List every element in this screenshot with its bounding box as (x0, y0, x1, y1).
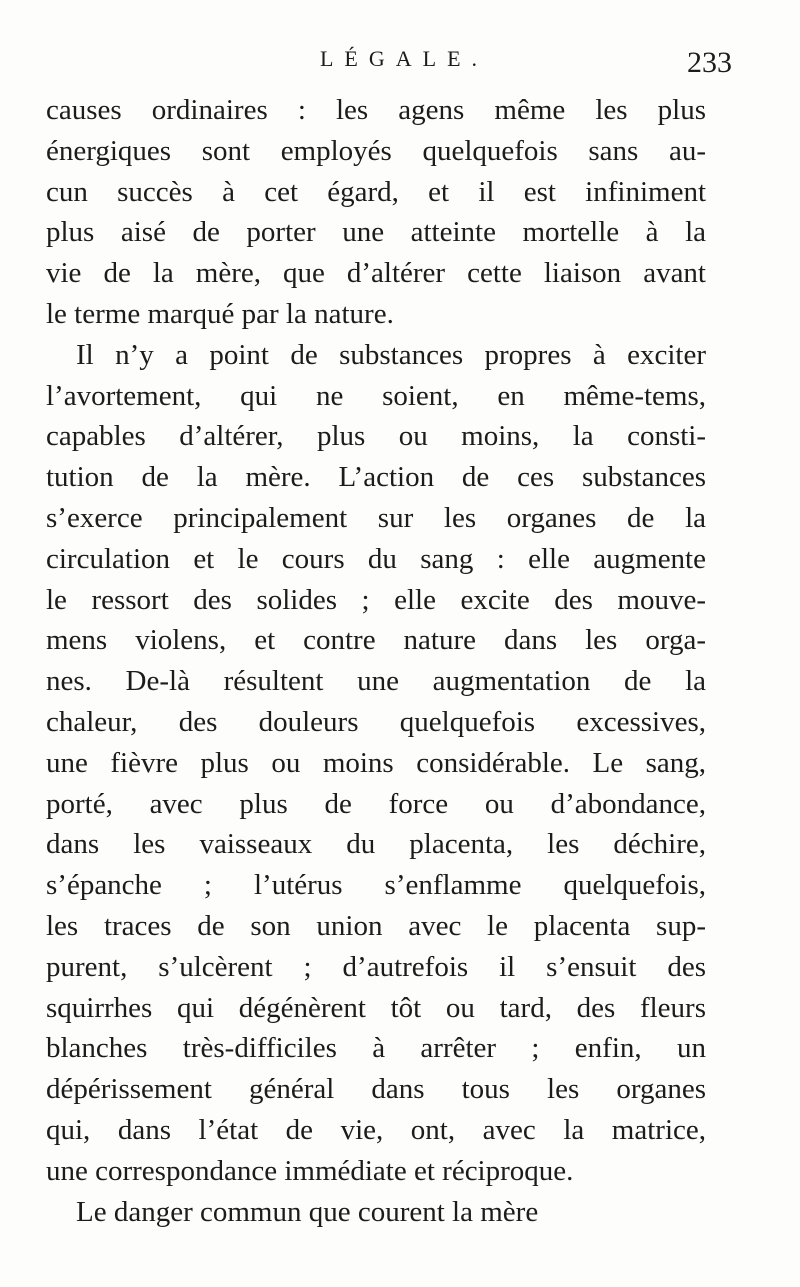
text-line: l’avortement, qui ne soient, en même-tems, (46, 379, 706, 412)
text-line: une fièvre plus ou moins considérable. Le sang, (46, 746, 706, 779)
text-line: blanches très-difficiles à arrêter ; enfin, un (46, 1032, 706, 1065)
text-line: les traces de son union avec le placenta sup- (46, 909, 706, 942)
text-line: dépérissement général dans tous les organes (46, 1073, 706, 1106)
text-line: tution de la mère. L’action de ces substances (46, 461, 706, 494)
text-line: mens violens, et contre nature dans les orga- (46, 624, 706, 657)
text-line: s’épanche ; l’utérus s’enflamme quelquefois, (46, 869, 706, 902)
text-line: capables d’altérer, plus ou moins, la consti- (46, 420, 706, 453)
text-line: une correspondance immédiate et réciproque. (46, 1154, 574, 1187)
text-line: qui, dans l’état de vie, ont, avec la matrice, (46, 1113, 706, 1146)
text-line: circulation et le cours du sang : elle augmente (46, 542, 706, 575)
text-line: dans les vaisseaux du placenta, les déchire, (46, 828, 706, 861)
text-line: chaleur, des douleurs quelquefois excessives, (46, 705, 706, 738)
text-line: squirrhes qui dégénèrent tôt ou tard, des fleurs (46, 991, 706, 1024)
text-line: nes. De-là résultent une augmentation de la (46, 665, 706, 698)
text-line: énergiques sont employés quelquefois sans au- (46, 134, 706, 167)
text-line: s’exerce principalement sur les organes de la (46, 501, 706, 534)
page-header (46, 46, 732, 86)
text-line: vie de la mère, que d’altérer cette liaison avant (46, 257, 706, 290)
text-line: causes ordinaires : les agens même les plus (46, 94, 706, 126)
text-line: le terme marqué par la nature. (46, 297, 394, 330)
text-line: purent, s’ulcèrent ; d’autrefois il s’ensuit des (46, 950, 706, 983)
page-number: 233 (687, 46, 732, 79)
body-text (46, 90, 706, 1232)
text-line: plus aisé de porter une atteinte mortelle à la (46, 216, 706, 249)
text-line: Il n’y a point de substances propres à exciter (76, 338, 706, 371)
running-head: LÉGALE. (319, 46, 489, 71)
text-line: cun succès à cet égard, et il est infiniment (46, 175, 706, 208)
text-line: le ressort des solides ; elle excite des mouve- (46, 583, 706, 616)
text-line: Le danger commun que courent la mère (76, 1195, 539, 1228)
text-line: porté, avec plus de force ou d’abondance, (46, 787, 706, 820)
